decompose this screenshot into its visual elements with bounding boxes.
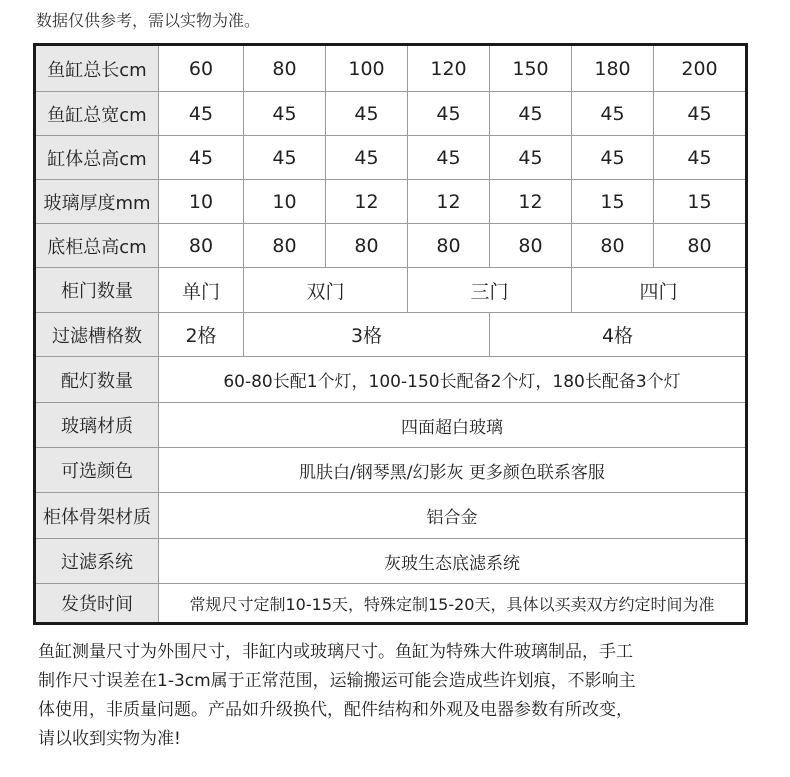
table-cell: 2格 [159, 313, 244, 356]
table-row [36, 313, 745, 357]
table-cell: 45 [244, 136, 326, 179]
table-cell: 单门 [159, 268, 244, 312]
table-row [36, 539, 745, 584]
table-cell: 双门 [244, 268, 408, 312]
table-cell: 45 [326, 92, 408, 135]
table-cell: 45 [159, 92, 244, 135]
table-cell: 四面超白玻璃 [401, 417, 503, 438]
table-row [36, 136, 745, 180]
row-label: 过滤系统 [36, 539, 159, 583]
row-label: 缸体总高cm [36, 136, 159, 179]
table-row [36, 403, 745, 448]
row-label: 配灯数量 [36, 357, 159, 402]
spec-table [33, 43, 748, 625]
table-cell: 100 [326, 46, 408, 91]
table-cell: 45 [572, 136, 654, 179]
row-label: 发货时间 [36, 584, 159, 622]
table-cell: 150 [490, 46, 572, 91]
table-cell: 10 [159, 180, 244, 223]
table-cell: 45 [687, 146, 712, 169]
table-cell: 60 [159, 46, 244, 91]
row-label: 可选颜色 [36, 448, 159, 492]
table-cell: 80 [159, 224, 244, 267]
table-cell: 15 [687, 190, 712, 213]
table-cell: 灰玻生态底滤系统 [384, 553, 520, 574]
row-label: 玻璃厚度mm [36, 180, 159, 223]
table-cell: 10 [244, 180, 326, 223]
table-cell: 常规尺寸定制10-15天，特殊定制15-20天，具体以买卖双方约定时间为准 [189, 594, 715, 614]
table-cell: 200 [681, 57, 718, 80]
disclaimer-line: 请以收到实物为准! [38, 729, 181, 749]
table-cell: 45 [408, 92, 490, 135]
table-cell: 45 [159, 136, 244, 179]
disclaimer-line: 制作尺寸误差在1-3cm属于正常范围，运输搬运可能会造成些许划痕，不影响主 [38, 671, 636, 691]
table-cell: 80 [408, 224, 490, 267]
table-cell: 12 [326, 180, 408, 223]
table-cell: 铝合金 [426, 508, 478, 528]
table-row [36, 180, 745, 224]
row-label: 鱼缸总宽cm [36, 92, 159, 135]
table-cell: 45 [490, 136, 572, 179]
table-cell: 45 [687, 102, 712, 125]
table-row [36, 46, 745, 92]
table-cell: 80 [687, 234, 712, 257]
table-cell: 45 [244, 92, 326, 135]
table-cell: 80 [244, 46, 326, 91]
table-row [36, 357, 745, 403]
table-cell: 15 [572, 180, 654, 223]
table-cell: 80 [326, 224, 408, 267]
table-cell: 60-80长配1个灯，100-150长配备2个灯，180长配备3个灯 [223, 372, 681, 392]
table-cell: 四门 [639, 280, 678, 303]
disclaimer-line: 体使用，非质量问题。产品如升级换代，配件结构和外观及电器参数有所改变， [38, 700, 633, 720]
table-cell: 12 [408, 180, 490, 223]
disclaimer-line: 鱼缸测量尺寸为外围尺寸，非缸内或玻璃尺寸。鱼缸为特殊大件玻璃制品，手工 [38, 642, 633, 662]
disclaimer-text [38, 638, 758, 754]
row-label: 过滤槽格数 [36, 313, 159, 356]
table-cell: 3格 [244, 313, 490, 356]
table-cell: 80 [572, 224, 654, 267]
table-row [36, 92, 745, 136]
table-cell: 45 [572, 92, 654, 135]
table-cell: 80 [490, 224, 572, 267]
table-cell: 12 [490, 180, 572, 223]
table-cell: 4格 [601, 325, 634, 347]
table-cell: 肌肤白/钢琴黑/幻影灰 更多颜色联系客服 [299, 462, 605, 483]
table-row [36, 493, 745, 539]
row-label: 柜体骨架材质 [36, 493, 159, 538]
table-cell: 45 [408, 136, 490, 179]
row-label: 鱼缸总长cm [36, 46, 159, 91]
table-row [36, 584, 745, 622]
table-cell: 120 [408, 46, 490, 91]
row-label: 柜门数量 [36, 268, 159, 312]
table-cell: 45 [490, 92, 572, 135]
table-cell: 180 [572, 46, 654, 91]
row-label: 底柜总高cm [36, 224, 159, 267]
row-label: 玻璃材质 [36, 403, 159, 447]
table-cell: 45 [326, 136, 408, 179]
table-row [36, 224, 745, 268]
table-row [36, 268, 745, 313]
table-row [36, 448, 745, 493]
table-cell: 三门 [408, 268, 572, 312]
top-note: 数据仅供参考，需以实物为准。 [36, 11, 261, 30]
table-cell: 80 [244, 224, 326, 267]
